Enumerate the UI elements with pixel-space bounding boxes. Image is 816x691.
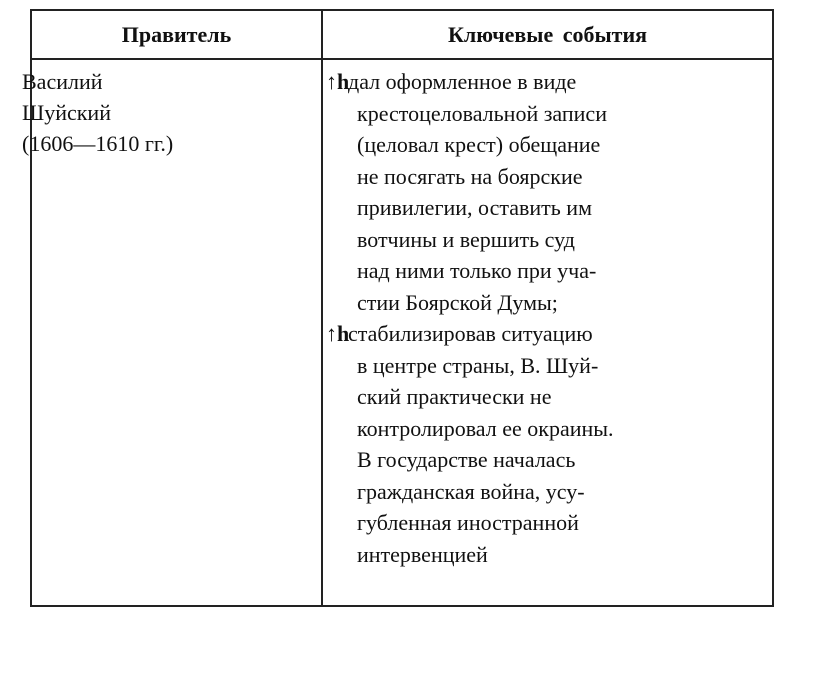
event-line: привилегии, оставить им [357, 195, 592, 220]
event-line: вотчины и вершить суд [357, 226, 575, 252]
event-line: интервенцией [357, 541, 488, 567]
event-marker: ↑h [326, 69, 350, 94]
event-line: крестоцеловальной записи [357, 100, 607, 126]
header-divider [32, 58, 772, 60]
event-marker: ↑h [326, 321, 350, 346]
event-line: в центре страны, В. Шуй- [357, 352, 599, 378]
event-line: губленная иностранной [357, 510, 579, 535]
header-key-events: Ключевые события [447, 21, 648, 47]
ruler-cell [22, 66, 173, 159]
events-cell [326, 66, 726, 570]
event-line: дал оформленное в виде [348, 69, 577, 94]
event-line: не посягать на боярские [357, 163, 583, 189]
event-line: над ними только при уча- [357, 258, 597, 283]
event-item [326, 66, 726, 318]
column-divider [321, 11, 323, 605]
header-ruler: Правитель [121, 21, 232, 47]
event-line: стии Боярской Думы; [357, 289, 558, 315]
event-item [326, 318, 726, 570]
ruler-line: Василий [22, 69, 103, 94]
event-line: В государстве началась [357, 447, 576, 472]
ruler-line: (1606—1610 гг.) [22, 131, 174, 156]
event-line: контролировал ее окраины. [357, 415, 614, 441]
event-line: (целовал крест) обещание [357, 132, 601, 157]
event-line: стабилизировав ситуацию [348, 321, 593, 346]
event-line: гражданская война, усу- [357, 478, 585, 504]
event-line: ский практически не [357, 384, 552, 409]
ruler-line: Шуйский [22, 100, 111, 125]
